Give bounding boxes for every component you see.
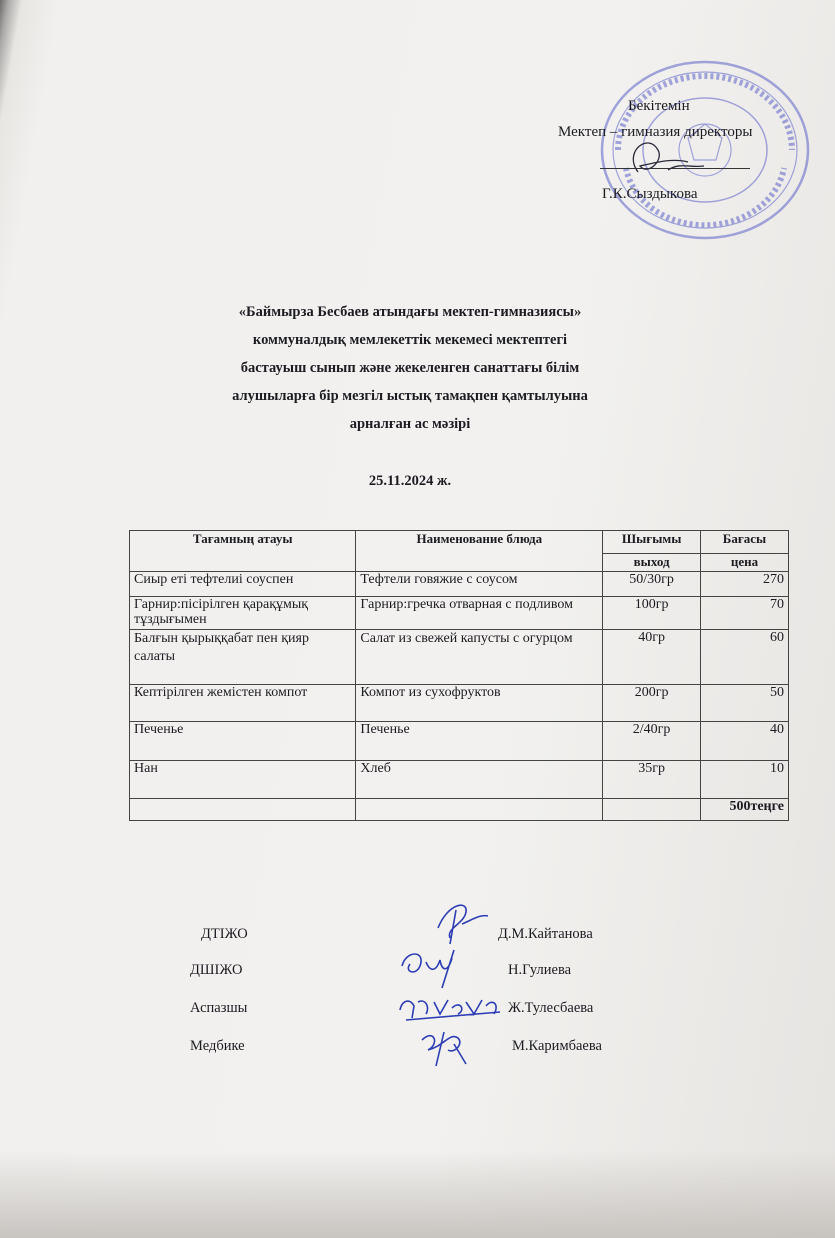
total-empty-1 — [130, 799, 356, 821]
director-name: Г.К.Сыздыкова — [602, 186, 698, 202]
dish-kz: Кептірілген жемістен компот — [130, 685, 356, 722]
director-signature-icon — [618, 132, 708, 182]
dish-kz: Балғын қырыққабат пен қияр салаты — [130, 630, 356, 685]
total-row — [130, 799, 789, 821]
dish-output: 50/30гр — [603, 572, 701, 597]
header-name-kz: Тағамның атауы — [130, 531, 356, 572]
signer-name: Ж.Тулесбаева — [508, 1000, 594, 1016]
dish-kz: Печенье — [130, 722, 356, 761]
dish-ru: Салат из свежей капусты с огурцом — [356, 630, 603, 685]
dish-kz: Нан — [130, 761, 356, 799]
document-date: 25.11.2024 ж. — [368, 473, 452, 489]
dish-ru: Хлеб — [356, 761, 603, 799]
signer-name: Н.Гулиева — [508, 962, 572, 978]
total-empty-3 — [603, 799, 701, 821]
dish-ru: Компот из сухофруктов — [356, 685, 603, 722]
dish-price: 40 — [701, 722, 789, 761]
header-output-kz: Шығымы — [603, 531, 701, 554]
header-price-ru: цена — [701, 554, 789, 572]
table-row — [130, 572, 789, 597]
dish-price: 10 — [701, 761, 789, 799]
table-row — [130, 722, 789, 761]
dish-kz: Гарнир:пісірілген қарақұмық тұздығымен — [130, 597, 356, 630]
signer-role: Аспазшы — [190, 1000, 248, 1016]
total-empty-2 — [356, 799, 603, 821]
dish-output: 200гр — [603, 685, 701, 722]
title-line-5: арналған ас мәзірі — [349, 416, 471, 432]
dish-ru: Печенье — [356, 722, 603, 761]
menu-table — [129, 530, 789, 821]
dish-output: 100гр — [603, 597, 701, 630]
document-title — [120, 298, 700, 438]
page-shadow — [0, 1150, 835, 1238]
signer-name: М.Каримбаева — [512, 1038, 602, 1054]
signature-1-icon — [428, 898, 498, 948]
dish-ru: Гарнир:гречка отварная с подливом — [356, 597, 603, 630]
dish-price: 50 — [701, 685, 789, 722]
dish-price: 270 — [701, 572, 789, 597]
approval-line1: Бекітемін — [628, 98, 690, 114]
dish-output: 2/40гр — [603, 722, 701, 761]
dish-kz: Сиыр еті тефтелиі соуспен — [130, 572, 356, 597]
dish-output: 35гр — [603, 761, 701, 799]
title-line-3: бастауыш сынып және жекеленген санаттағы білім — [240, 360, 580, 376]
header-name-ru: Наименование блюда — [356, 531, 603, 572]
approval-line2: Мектеп – гимназия директоры — [558, 124, 753, 140]
table-row — [130, 685, 789, 722]
signer-role: ДШІЖО — [190, 962, 243, 978]
dish-ru: Тефтели говяжие с соусом — [356, 572, 603, 597]
signature-3-icon — [396, 984, 506, 1028]
header-output-ru: выход — [603, 554, 701, 572]
title-line-2: коммуналдық мемлекеттік мекемесі мектептегі — [252, 332, 568, 348]
dish-price: 60 — [701, 630, 789, 685]
title-line-1: «Баймырза Бесбаев атындағы мектеп-гимназиясы» — [238, 304, 582, 320]
signer-name: Д.М.Кайтанова — [498, 926, 593, 942]
table-row — [130, 761, 789, 799]
table-row — [130, 630, 789, 685]
table-header-row — [130, 531, 789, 554]
signer-role: Медбике — [190, 1038, 245, 1054]
dish-output: 40гр — [603, 630, 701, 685]
header-price-kz: Бағасы — [701, 531, 789, 554]
signature-4-icon — [414, 1024, 474, 1070]
dish-price: 70 — [701, 597, 789, 630]
table-row — [130, 597, 789, 630]
title-line-4: алушыларға бір мезгіл ыстық тамақпен қамтылуына — [232, 388, 588, 404]
signature-2-icon — [396, 942, 476, 990]
total-price: 500теңге — [701, 799, 789, 821]
signer-role: ДТІЖО — [201, 926, 248, 942]
